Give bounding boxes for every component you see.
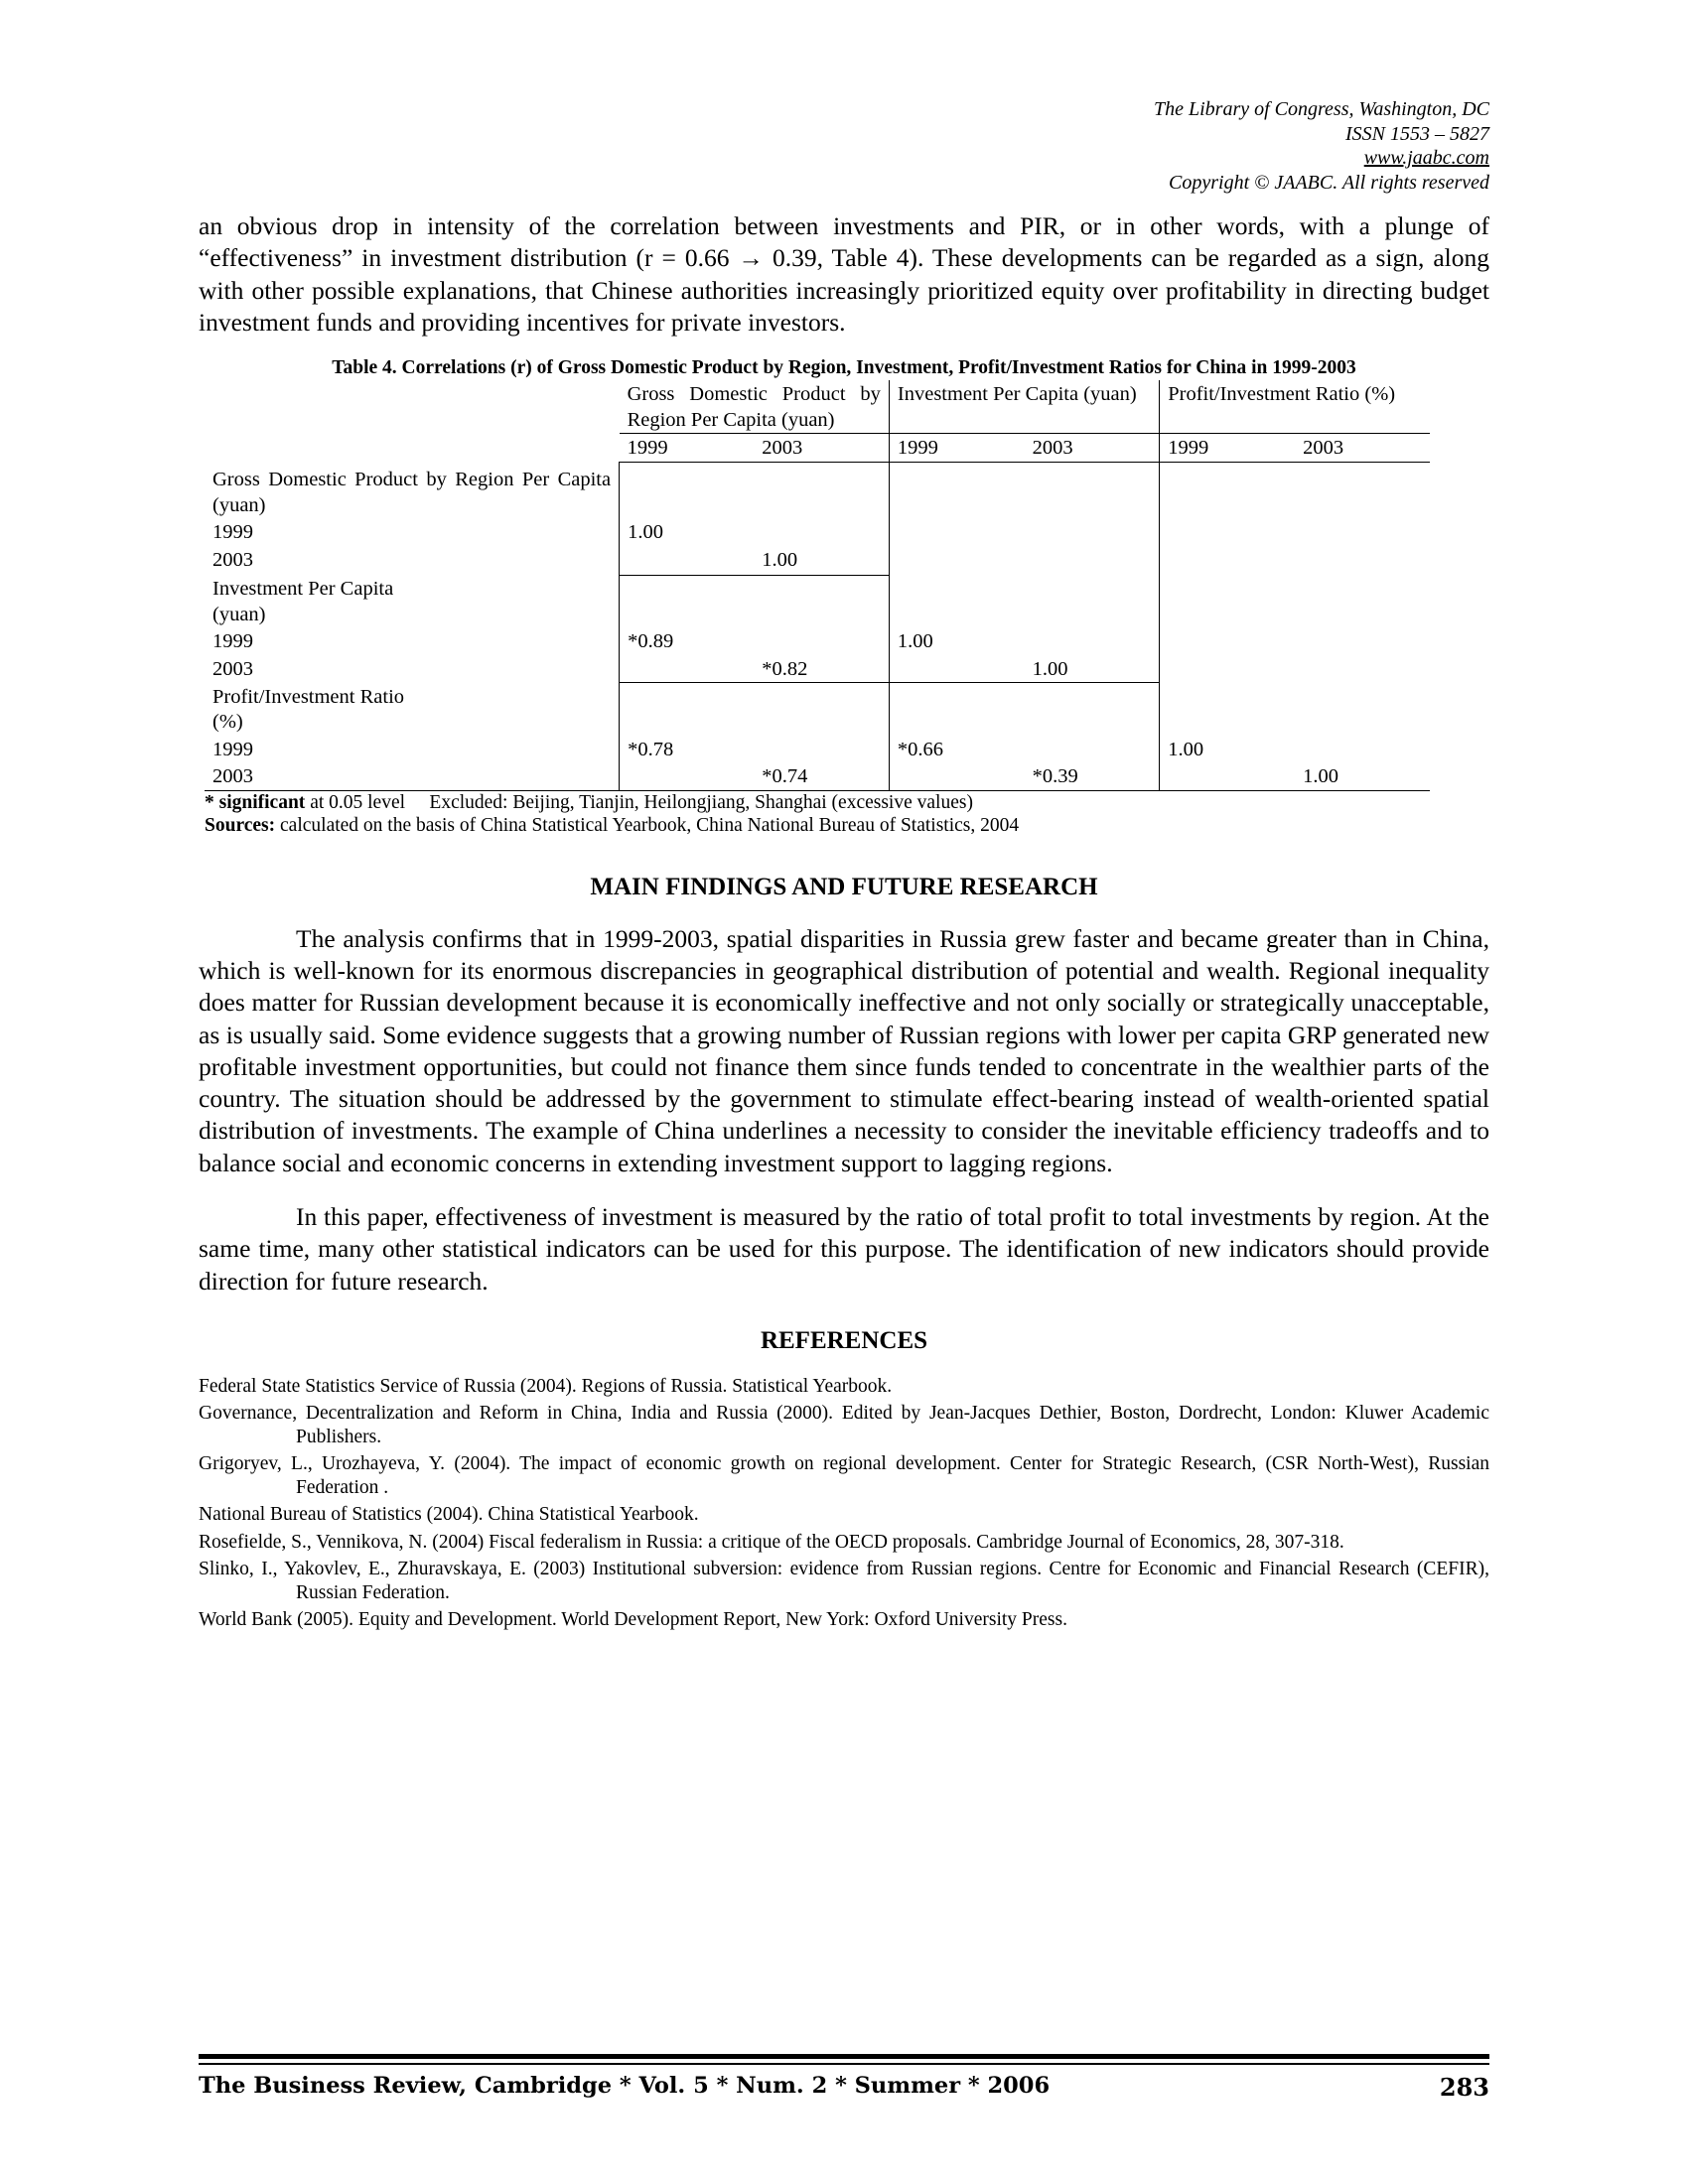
table-cell: *0.89 bbox=[620, 627, 755, 655]
row-year-label: 2003 bbox=[212, 548, 253, 571]
footer-journal: The Business Review, Cambridge * Vol. 5 * Num. 2 * Summer * 2006 bbox=[199, 2073, 1051, 2099]
page-content bbox=[199, 210, 1489, 1636]
table-header-row bbox=[205, 380, 1430, 434]
table-row bbox=[205, 462, 1430, 518]
findings-paragraph-1: The analysis confirms that in 1999-2003, spatial disparities in Russia grew faster and became greater than in China, which is well-known for its enormous discrepancies in geographical distribution of potential and wealth. Regional inequality does matter for Russian development because it is economically ineffective and not only socially or strategically unacceptable, as is usually said. Some evidence suggests that a growing number of Russian regions with lower per capita GRP generated new profitable investment opportunities, but could not finance them since funds tended to concentrate in the wealthier parts of the country. The situation should be addressed by the government to stimulate effect-bearing instead of wealth-oriented spatial distribution of investments. The example of China underlines a necessity to consider the inevitable efficiency tradeoffs and to balance social and economic concerns in extending investment support to lagging regions. bbox=[199, 923, 1489, 1177]
table-row bbox=[205, 655, 1430, 683]
table-cell: *0.74 bbox=[754, 762, 889, 790]
table-corner-cell bbox=[205, 380, 620, 462]
running-header bbox=[1154, 97, 1489, 195]
year-header: 2003 bbox=[1025, 434, 1160, 463]
table-cell: 1.00 bbox=[620, 518, 755, 546]
table-row bbox=[205, 575, 1430, 627]
header-website-link[interactable]: www.jaabc.com bbox=[1363, 147, 1489, 169]
reference-item: Rosefielde, S., Vennikova, N. (2004) Fiscal federalism in Russia: a critique of the OECD proposals. Cambridge Journal of Economics, 28, 307-318. bbox=[199, 1531, 1344, 1553]
reference-item: Slinko, I., Yakovlev, E., Zhuravskaya, E. (2003) Institutional subversion: evidence from Russian regions. Centre for Economic and Financial Research (CEFIR), Russian Federation. bbox=[199, 1559, 1489, 1603]
footer-rule-thin bbox=[199, 2063, 1489, 2065]
row-year-label: 2003 bbox=[212, 657, 253, 680]
year-header: 1999 bbox=[620, 434, 755, 463]
table-cell: 1.00 bbox=[1160, 736, 1295, 763]
row-label-profit-ratio bbox=[205, 683, 620, 736]
row-label-gdp: Gross Domestic Product by Region Per Capita (yuan) bbox=[212, 469, 612, 516]
reference-item: World Bank (2005). Equity and Development. World Development Report, New York: Oxford University Press. bbox=[199, 1609, 1067, 1631]
year-header: 1999 bbox=[1160, 434, 1295, 463]
year-header: 2003 bbox=[754, 434, 889, 463]
row-label-profit-line1: Profit/Investment Ratio bbox=[212, 685, 405, 708]
col-group-investment: Investment Per Capita (yuan) bbox=[889, 380, 1159, 434]
table-cell: *0.39 bbox=[1025, 762, 1160, 790]
sources-label: Sources: bbox=[205, 815, 276, 837]
footer-rule-thick bbox=[199, 2054, 1489, 2059]
row-label-investment bbox=[205, 575, 620, 627]
intro-paragraph: an obvious drop in intensity of the correlation between investments and PIR, or in other words, with a plunge of “effectiveness” in investment distribution (r = 0.66 → 0.39, Table 4). These developments can be regarded as a sign, along with other possible explanations, that Chinese authorities increasingly prioritized equity over profitability in directing budget investment funds and providing incentives for private investors. bbox=[199, 211, 1489, 337]
correlation-table bbox=[205, 380, 1430, 791]
table-cell: 1.00 bbox=[1025, 655, 1160, 683]
table-notes bbox=[205, 791, 1489, 838]
table-row bbox=[205, 518, 1430, 546]
row-year-label: 1999 bbox=[212, 738, 253, 760]
row-label-profit-line2: (%) bbox=[212, 711, 243, 734]
table-cell: 1.00 bbox=[1295, 762, 1430, 790]
year-header: 1999 bbox=[889, 434, 1024, 463]
row-year-label: 1999 bbox=[212, 630, 253, 653]
significance-note bbox=[205, 791, 1489, 815]
reference-item: Governance, Decentralization and Reform in China, India and Russia (2000). Edited by Jean-Jacques Dethier, Boston, Dordrecht, London: Kluwer Academic Publishers. bbox=[199, 1403, 1489, 1447]
reference-item: Grigoryev, L., Urozhayeva, Y. (2004). The impact of economic growth on regional development. Center for Strategic Research, (CSR North-West), Russian Federation . bbox=[199, 1453, 1489, 1498]
table-cell: *0.78 bbox=[620, 736, 755, 763]
table-cell: 1.00 bbox=[754, 546, 889, 576]
row-label-investment-line2: (yuan) bbox=[212, 603, 266, 625]
table-caption: Table 4. Correlations (r) of Gross Domestic Product by Region, Investment, Profit/Investment Ratios for China in 1999-2003 bbox=[332, 357, 1356, 379]
reference-item: Federal State Statistics Service of Russia (2004). Regions of Russia. Statistical Yearbook. bbox=[199, 1375, 893, 1397]
running-footer bbox=[199, 2073, 1489, 2102]
row-year-label: 1999 bbox=[212, 521, 253, 544]
reference-item: National Bureau of Statistics (2004). China Statistical Yearbook. bbox=[199, 1504, 699, 1526]
sources-note bbox=[205, 814, 1489, 838]
findings-paragraph-2: In this paper, effectiveness of investment is measured by the ratio of total profit to total investments by region. At the same time, many other statistical indicators can be used for this purpose. The identification of new indicators should provide direction for future research. bbox=[199, 1202, 1489, 1296]
significance-note-text: at 0.05 level Excluded: Beijing, Tianjin, Heilongjiang, Shanghai (excessive values) bbox=[305, 791, 973, 813]
header-copyright: Copyright © JAABC. All rights reserved bbox=[1169, 171, 1489, 194]
col-group-profit-ratio: Profit/Investment Ratio (%) bbox=[1160, 380, 1430, 434]
table-row bbox=[205, 546, 1430, 576]
findings-heading: MAIN FINDINGS AND FUTURE RESEARCH bbox=[590, 873, 1098, 900]
col-group-gdp: Gross Domestic Product by Region Per Capita (yuan) bbox=[620, 380, 890, 434]
table-row bbox=[205, 736, 1430, 763]
year-header: 2003 bbox=[1295, 434, 1430, 463]
table-cell: *0.82 bbox=[754, 655, 889, 683]
reference-list bbox=[199, 1375, 1489, 1632]
row-year-label: 2003 bbox=[205, 762, 620, 790]
header-issn: ISSN 1553 – 5827 bbox=[1345, 122, 1489, 145]
row-label-investment-line1: Investment Per Capita bbox=[212, 578, 394, 601]
table-row bbox=[205, 683, 1430, 736]
sources-text: calculated on the basis of China Statistical Yearbook, China National Bureau of Statistics, 2004 bbox=[275, 815, 1020, 837]
table-row bbox=[205, 762, 1430, 790]
table-cell: *0.66 bbox=[889, 736, 1024, 763]
references-heading: REFERENCES bbox=[760, 1326, 928, 1354]
table-cell: 1.00 bbox=[889, 627, 1024, 655]
header-publisher: The Library of Congress, Washington, DC bbox=[1153, 98, 1489, 120]
table-row bbox=[205, 627, 1430, 655]
significance-note-label: * significant bbox=[205, 791, 306, 813]
page-number: 283 bbox=[1439, 2073, 1489, 2102]
